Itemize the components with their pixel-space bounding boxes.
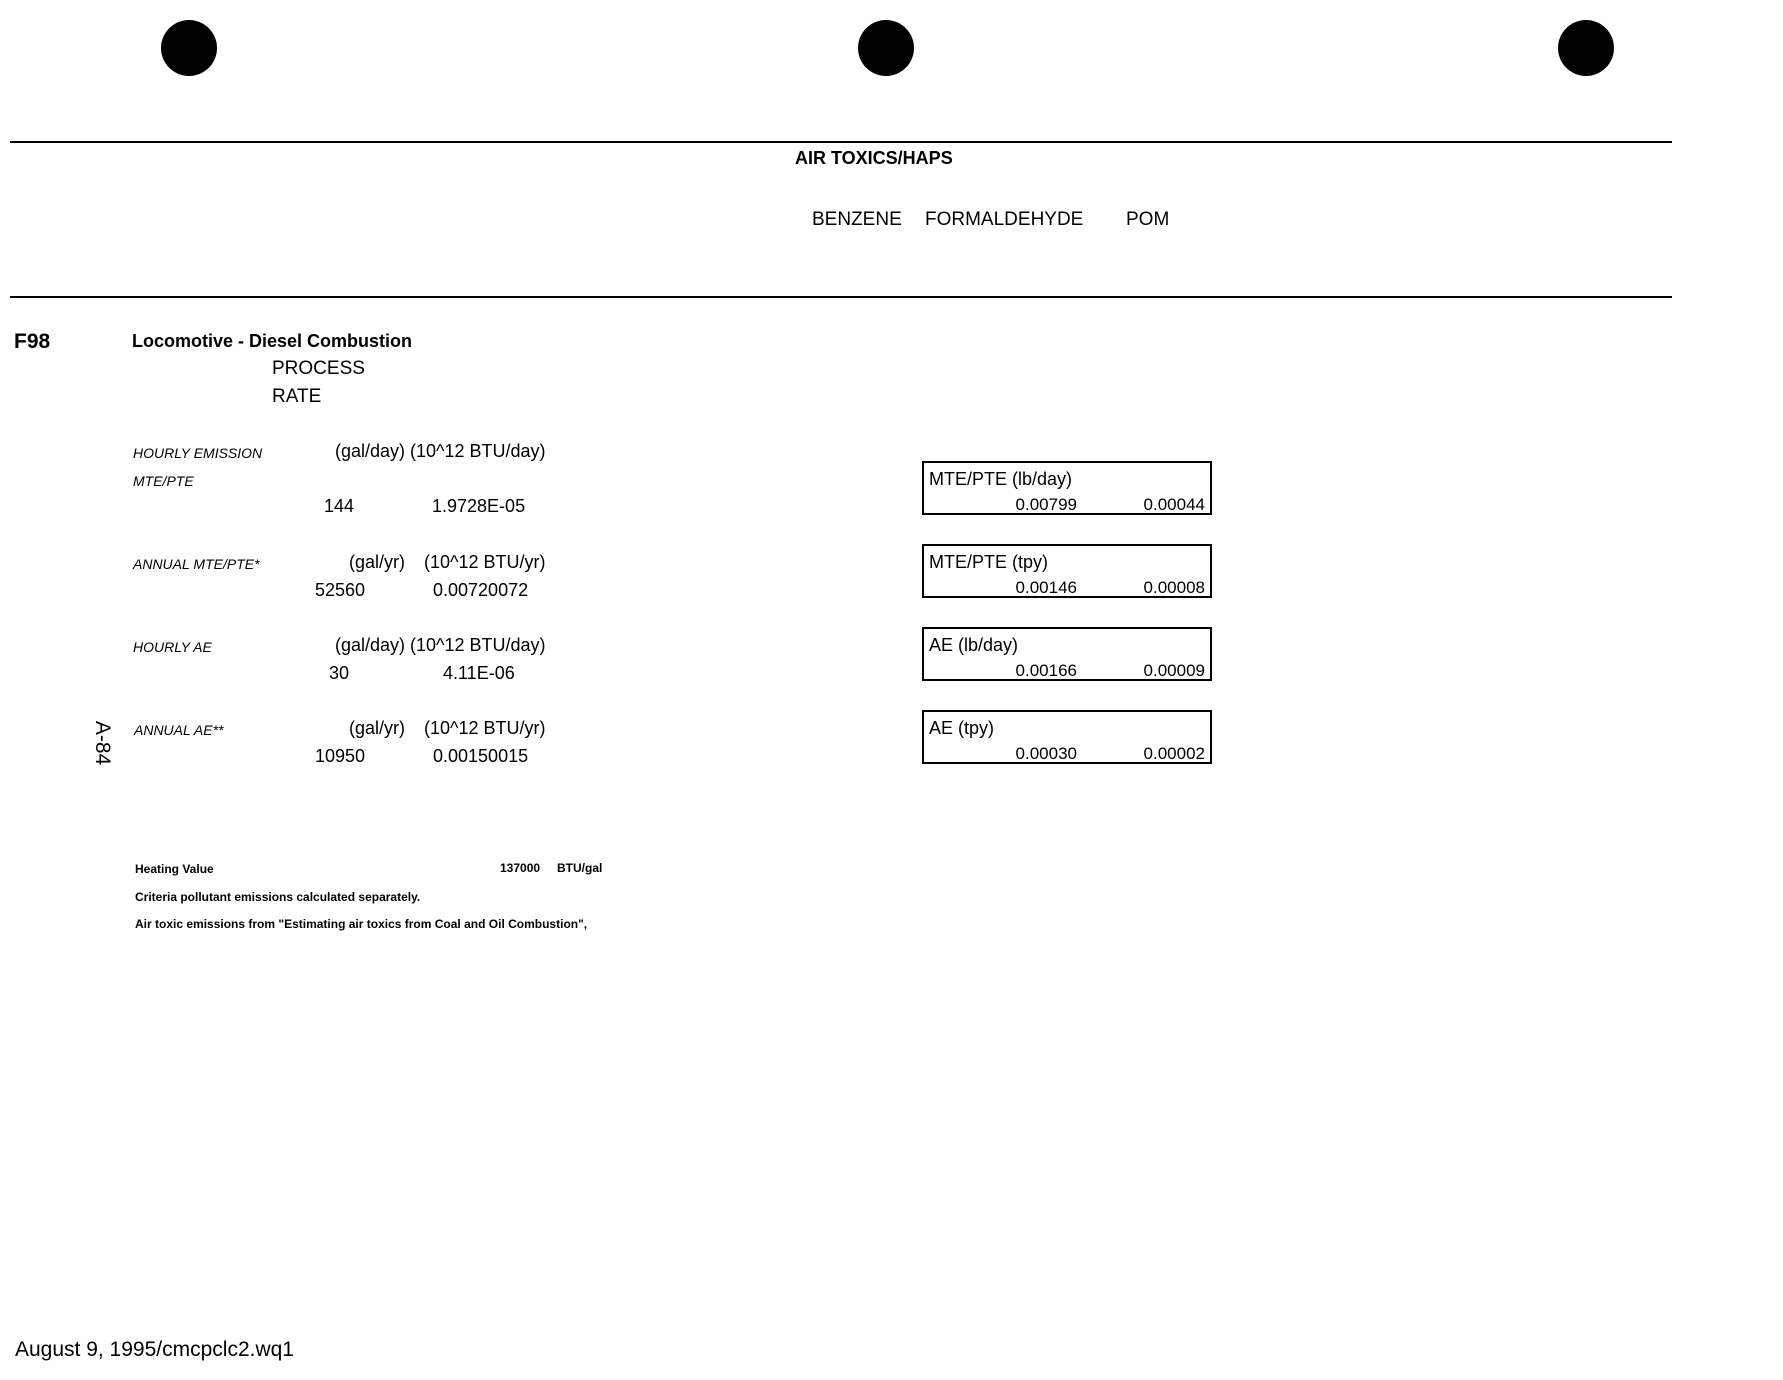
hourly-emission-unit-btu: (10^12 BTU/day) bbox=[410, 441, 546, 461]
page-number: A-84 bbox=[91, 720, 115, 766]
footer-date-filename: August 9, 1995/cmcpclc2.wq1 bbox=[15, 1338, 294, 1361]
annual-ae-btu-value: 0.00150015 bbox=[433, 746, 529, 766]
result-benzene-value: 0.00146 bbox=[1015, 578, 1077, 597]
annual-mte-unit-btu: (10^12 BTU/yr) bbox=[424, 552, 546, 572]
column-header-benzene: BENZENE bbox=[812, 209, 902, 230]
result-formaldehyde-value: 0.00008 bbox=[1143, 578, 1205, 597]
result-benzene-value: 0.00030 bbox=[1015, 744, 1077, 763]
punch-hole-right bbox=[1558, 20, 1614, 76]
annual-ae-unit-btu: (10^12 BTU/yr) bbox=[424, 718, 546, 738]
annual-mte-unit-gal: (gal/yr) bbox=[349, 552, 406, 572]
hourly-emission-label: HOURLY EMISSION bbox=[133, 445, 263, 461]
note-air-toxic-source: Air toxic emissions from "Estimating air toxics from Coal and Oil Combustion", bbox=[135, 917, 588, 931]
record-description: Locomotive - Diesel Combustion bbox=[132, 331, 413, 351]
result-box-mte-lb-day bbox=[922, 461, 1212, 515]
result-benzene-value: 0.00799 bbox=[1015, 495, 1077, 514]
rate-label: RATE bbox=[272, 386, 322, 407]
hourly-emission-btu-value: 1.9728E-05 bbox=[432, 496, 526, 516]
hourly-ae-btu-value: 4.11E-06 bbox=[443, 663, 515, 683]
hourly-emission-gal-value: 144 bbox=[324, 496, 355, 516]
result-formaldehyde-value: 0.00044 bbox=[1143, 495, 1205, 514]
result-box-title: AE (lb/day) bbox=[929, 635, 1019, 655]
section-title: AIR TOXICS/HAPS bbox=[795, 148, 953, 168]
result-box-ae-lb-day bbox=[922, 627, 1212, 681]
annual-mte-label: ANNUAL MTE/PTE* bbox=[133, 556, 260, 572]
note-criteria: Criteria pollutant emissions calculated separately. bbox=[135, 890, 421, 904]
result-box-ae-tpy bbox=[922, 710, 1212, 764]
annual-ae-gal-value: 10950 bbox=[315, 746, 366, 766]
column-header-pom: POM bbox=[1126, 209, 1170, 230]
hourly-ae-unit-btu: (10^12 BTU/day) bbox=[410, 635, 546, 655]
hourly-emission-unit-gal: (gal/day) bbox=[335, 441, 406, 461]
result-formaldehyde-value: 0.00002 bbox=[1143, 744, 1205, 763]
result-box-mte-tpy bbox=[922, 544, 1212, 598]
process-label: PROCESS bbox=[272, 358, 365, 379]
header-bottom-rule bbox=[10, 296, 1672, 298]
annual-mte-btu-value: 0.00720072 bbox=[433, 580, 529, 600]
hourly-ae-label: HOURLY AE bbox=[133, 639, 212, 655]
punch-hole-left bbox=[161, 20, 217, 76]
punch-hole-center bbox=[858, 20, 914, 76]
result-formaldehyde-value: 0.00009 bbox=[1143, 661, 1205, 680]
annual-mte-gal-value: 52560 bbox=[315, 580, 366, 600]
result-box-title: MTE/PTE (lb/day) bbox=[929, 469, 1073, 489]
result-benzene-value: 0.00166 bbox=[1015, 661, 1077, 680]
record-id: F98 bbox=[14, 330, 51, 353]
result-box-title: AE (tpy) bbox=[929, 718, 995, 738]
column-header-formaldehyde: FORMALDEHYDE bbox=[925, 209, 1084, 230]
header-top-rule bbox=[10, 141, 1672, 143]
heating-value-label: Heating Value bbox=[135, 862, 214, 876]
hourly-ae-gal-value: 30 bbox=[329, 663, 350, 683]
heating-value: 137000 bbox=[500, 861, 541, 875]
result-box-title: MTE/PTE (tpy) bbox=[929, 552, 1049, 572]
annual-ae-label: ANNUAL AE** bbox=[134, 722, 224, 738]
hourly-ae-unit-gal: (gal/day) bbox=[335, 635, 406, 655]
heating-value-unit: BTU/gal bbox=[557, 861, 603, 875]
annual-ae-unit-gal: (gal/yr) bbox=[349, 718, 406, 738]
hourly-emission-sublabel: MTE/PTE bbox=[133, 473, 194, 489]
